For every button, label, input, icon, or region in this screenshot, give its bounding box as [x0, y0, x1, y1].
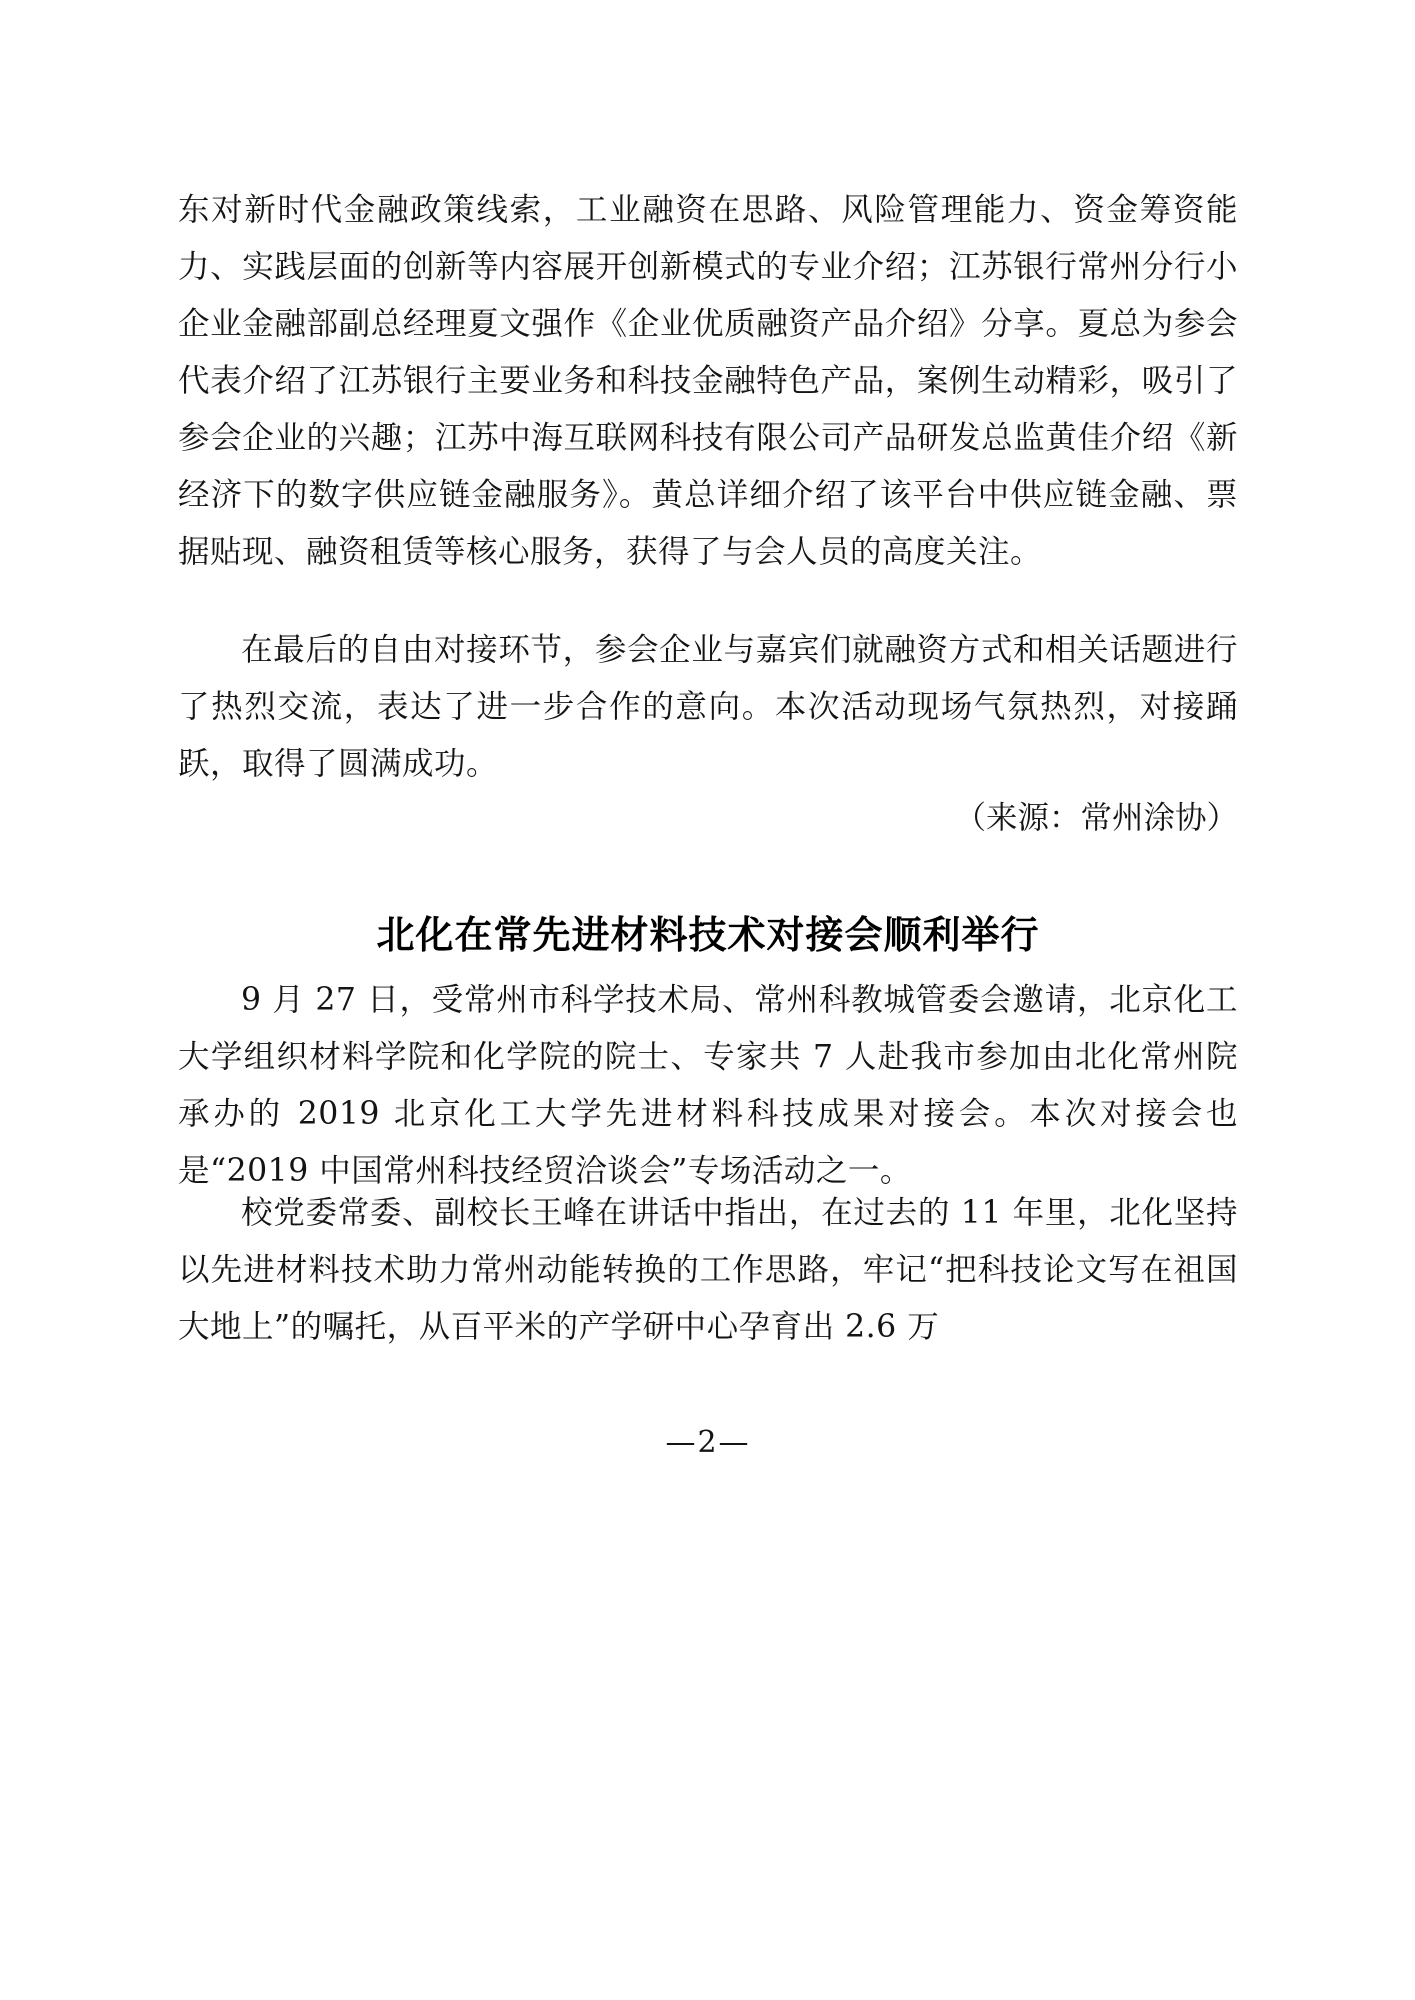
paragraph-speech: 校党委常委、副校长王峰在讲话中指出，在过去的 11 年里，北化坚持以先进材料技术助力常州动能转换的工作思路，牢记“把科技论文写在祖国大地上”的嘱托，从百平米的产学研中心孕育出 2.6 万 — [178, 1195, 1238, 1345]
source-attribution: （来源：常州涂协） — [954, 800, 1238, 836]
paragraph-continued: 东对新时代金融政策线索，工业融资在思路、风险管理能力、资金筹资能力、实践层面的创新等内容展开创新模式的专业介绍；江苏银行常州分行小企业金融部副总经理夏文强作《企业优质融资产品介绍》分享。夏总为参会代表介绍了江苏银行主要业务和科技金融特色产品，案例生动精彩，吸引了参会企业的兴趣；江苏中海互联网科技有限公司产品研发总监黄佳介绍《新经济下的数字供应链金融服务》。黄总详细介绍了该平台中供应链金融、票据贴现、融资租赁等核心服务，获得了与会人员的高度关注。 — [178, 192, 1238, 570]
paragraph-closing: 在最后的自由对接环节，参会企业与嘉宾们就融资方式和相关话题进行了热烈交流，表达了进一步合作的意向。本次活动现场气氛热烈，对接踊跃，取得了圆满成功。 — [178, 632, 1238, 782]
paragraph-intro: 9 月 27 日，受常州市科学技术局、常州科教城管委会邀请，北京化工大学组织材料学院和化学院的院士、专家共 7 人赴我市参加由北化常州院承办的 2019 北京化工大学先进材料科技成果对接会。本次对接会也是“2019 中国常州科技经贸洽谈会”专场活动之一。 — [178, 982, 1238, 1189]
article-heading: 北化在常先进材料技术对接会顺利举行 — [376, 911, 1040, 957]
page-number: —2— — [665, 1425, 751, 1460]
page-content — [178, 0, 1238, 2000]
